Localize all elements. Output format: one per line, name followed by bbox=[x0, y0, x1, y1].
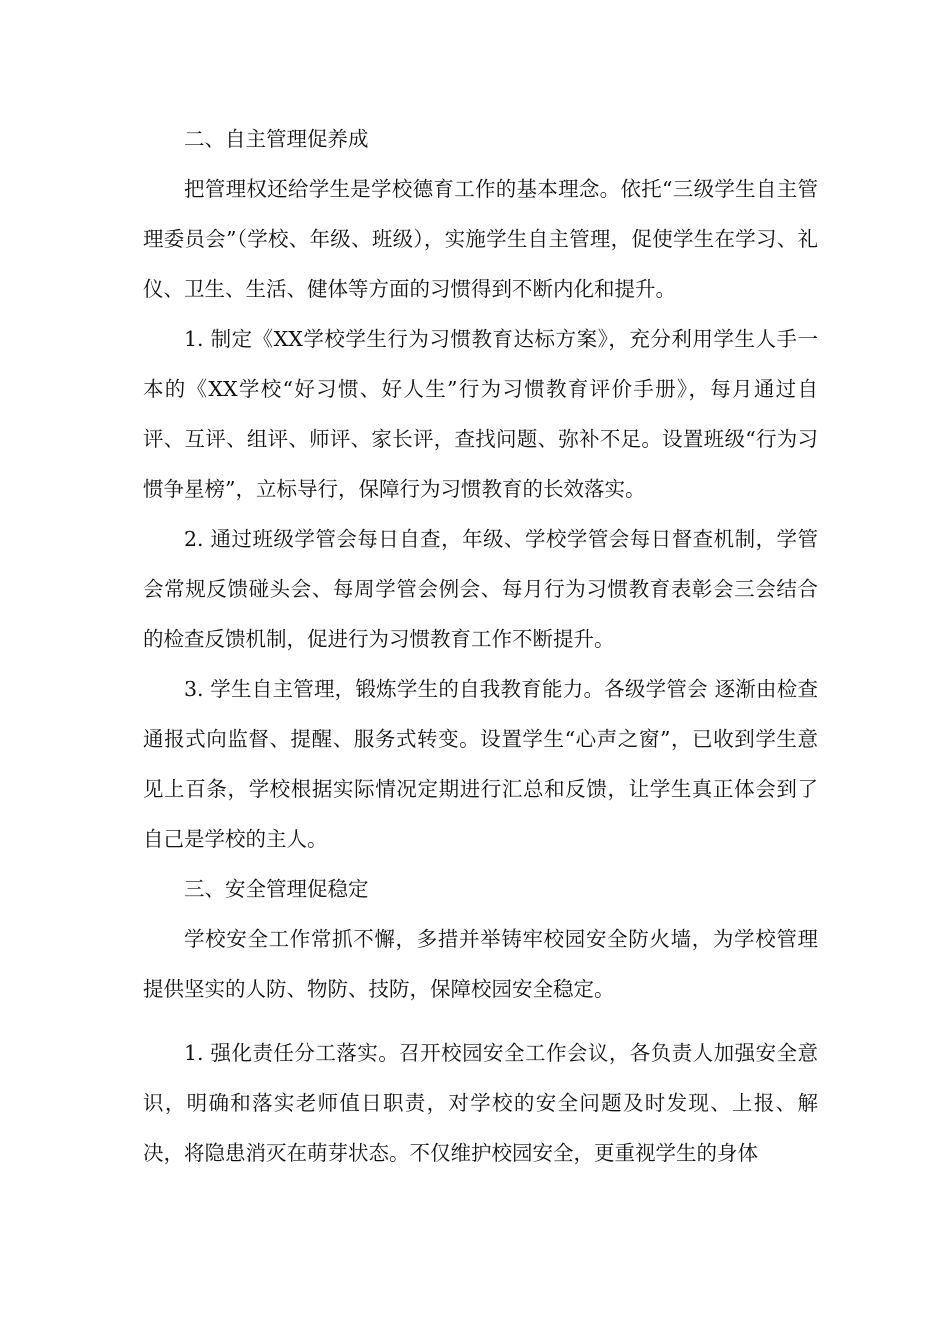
section-heading-self-management: 二、自主管理促养成 bbox=[184, 127, 369, 151]
paragraph-item-2-supervision: 2. 通过班级学管会每日自查，年级、学校学管会每日督查机制，学管会常规反馈碰头会、每周学管会例会、每月行为习惯教育表彰会三会结合的检查反馈机制，促进行为习惯教育工作不断提升。 bbox=[143, 527, 818, 651]
paragraph-item-1-standards: 1. 制定《XX学校学生行为习惯教育达标方案》，充分利用学生人手一本的《XX学校“好习惯、好人生”行为习惯教育评价手册》，每月通过自评、互评、组评、师评、家长评，查找问题、弥补不足。设置班级“行为习惯争星榜”，立标导行，保障行为习惯教育的长效落实。 bbox=[143, 327, 818, 501]
paragraph-item-3-self-education: 3. 学生自主管理，锻炼学生的自我教育能力。各级学管会 逐渐由检查通报式向监督、提醒、服务式转变。设置学生“心声之窗”，已收到学生意见上百条，学校根据实际情况定期进行汇总和反馈，让学生真正体会到了自己是学校的主人。 bbox=[143, 677, 818, 851]
document-body bbox=[143, 114, 818, 1178]
paragraph-safety-item-1: 1. 强化责任分工落实。召开校园安全工作会议，各负责人加强安全意识，明确和落实老师值日职责，对学校的安全问题及时发现、上报、解决，将隐患消灭在萌芽状态。不仅维护校园安全，更重视学生的身体 bbox=[143, 1041, 818, 1165]
paragraph-safety-intro: 学校安全工作常抓不懈，多措并举铸牢校园安全防火墙，为学校管理提供坚实的人防、物防、技防，保障校园安全稳定。 bbox=[143, 927, 818, 1001]
section-heading-safety-management: 三、安全管理促稳定 bbox=[184, 877, 369, 901]
paragraph-self-management-intro: 把管理权还给学生是学校德育工作的基本理念。依托“三级学生自主管理委员会”（学校、年级、班级），实施学生自主管理，促使学生在学习、礼仪、卫生、生活、健体等方面的习惯得到不断内化和提升。 bbox=[143, 177, 818, 301]
